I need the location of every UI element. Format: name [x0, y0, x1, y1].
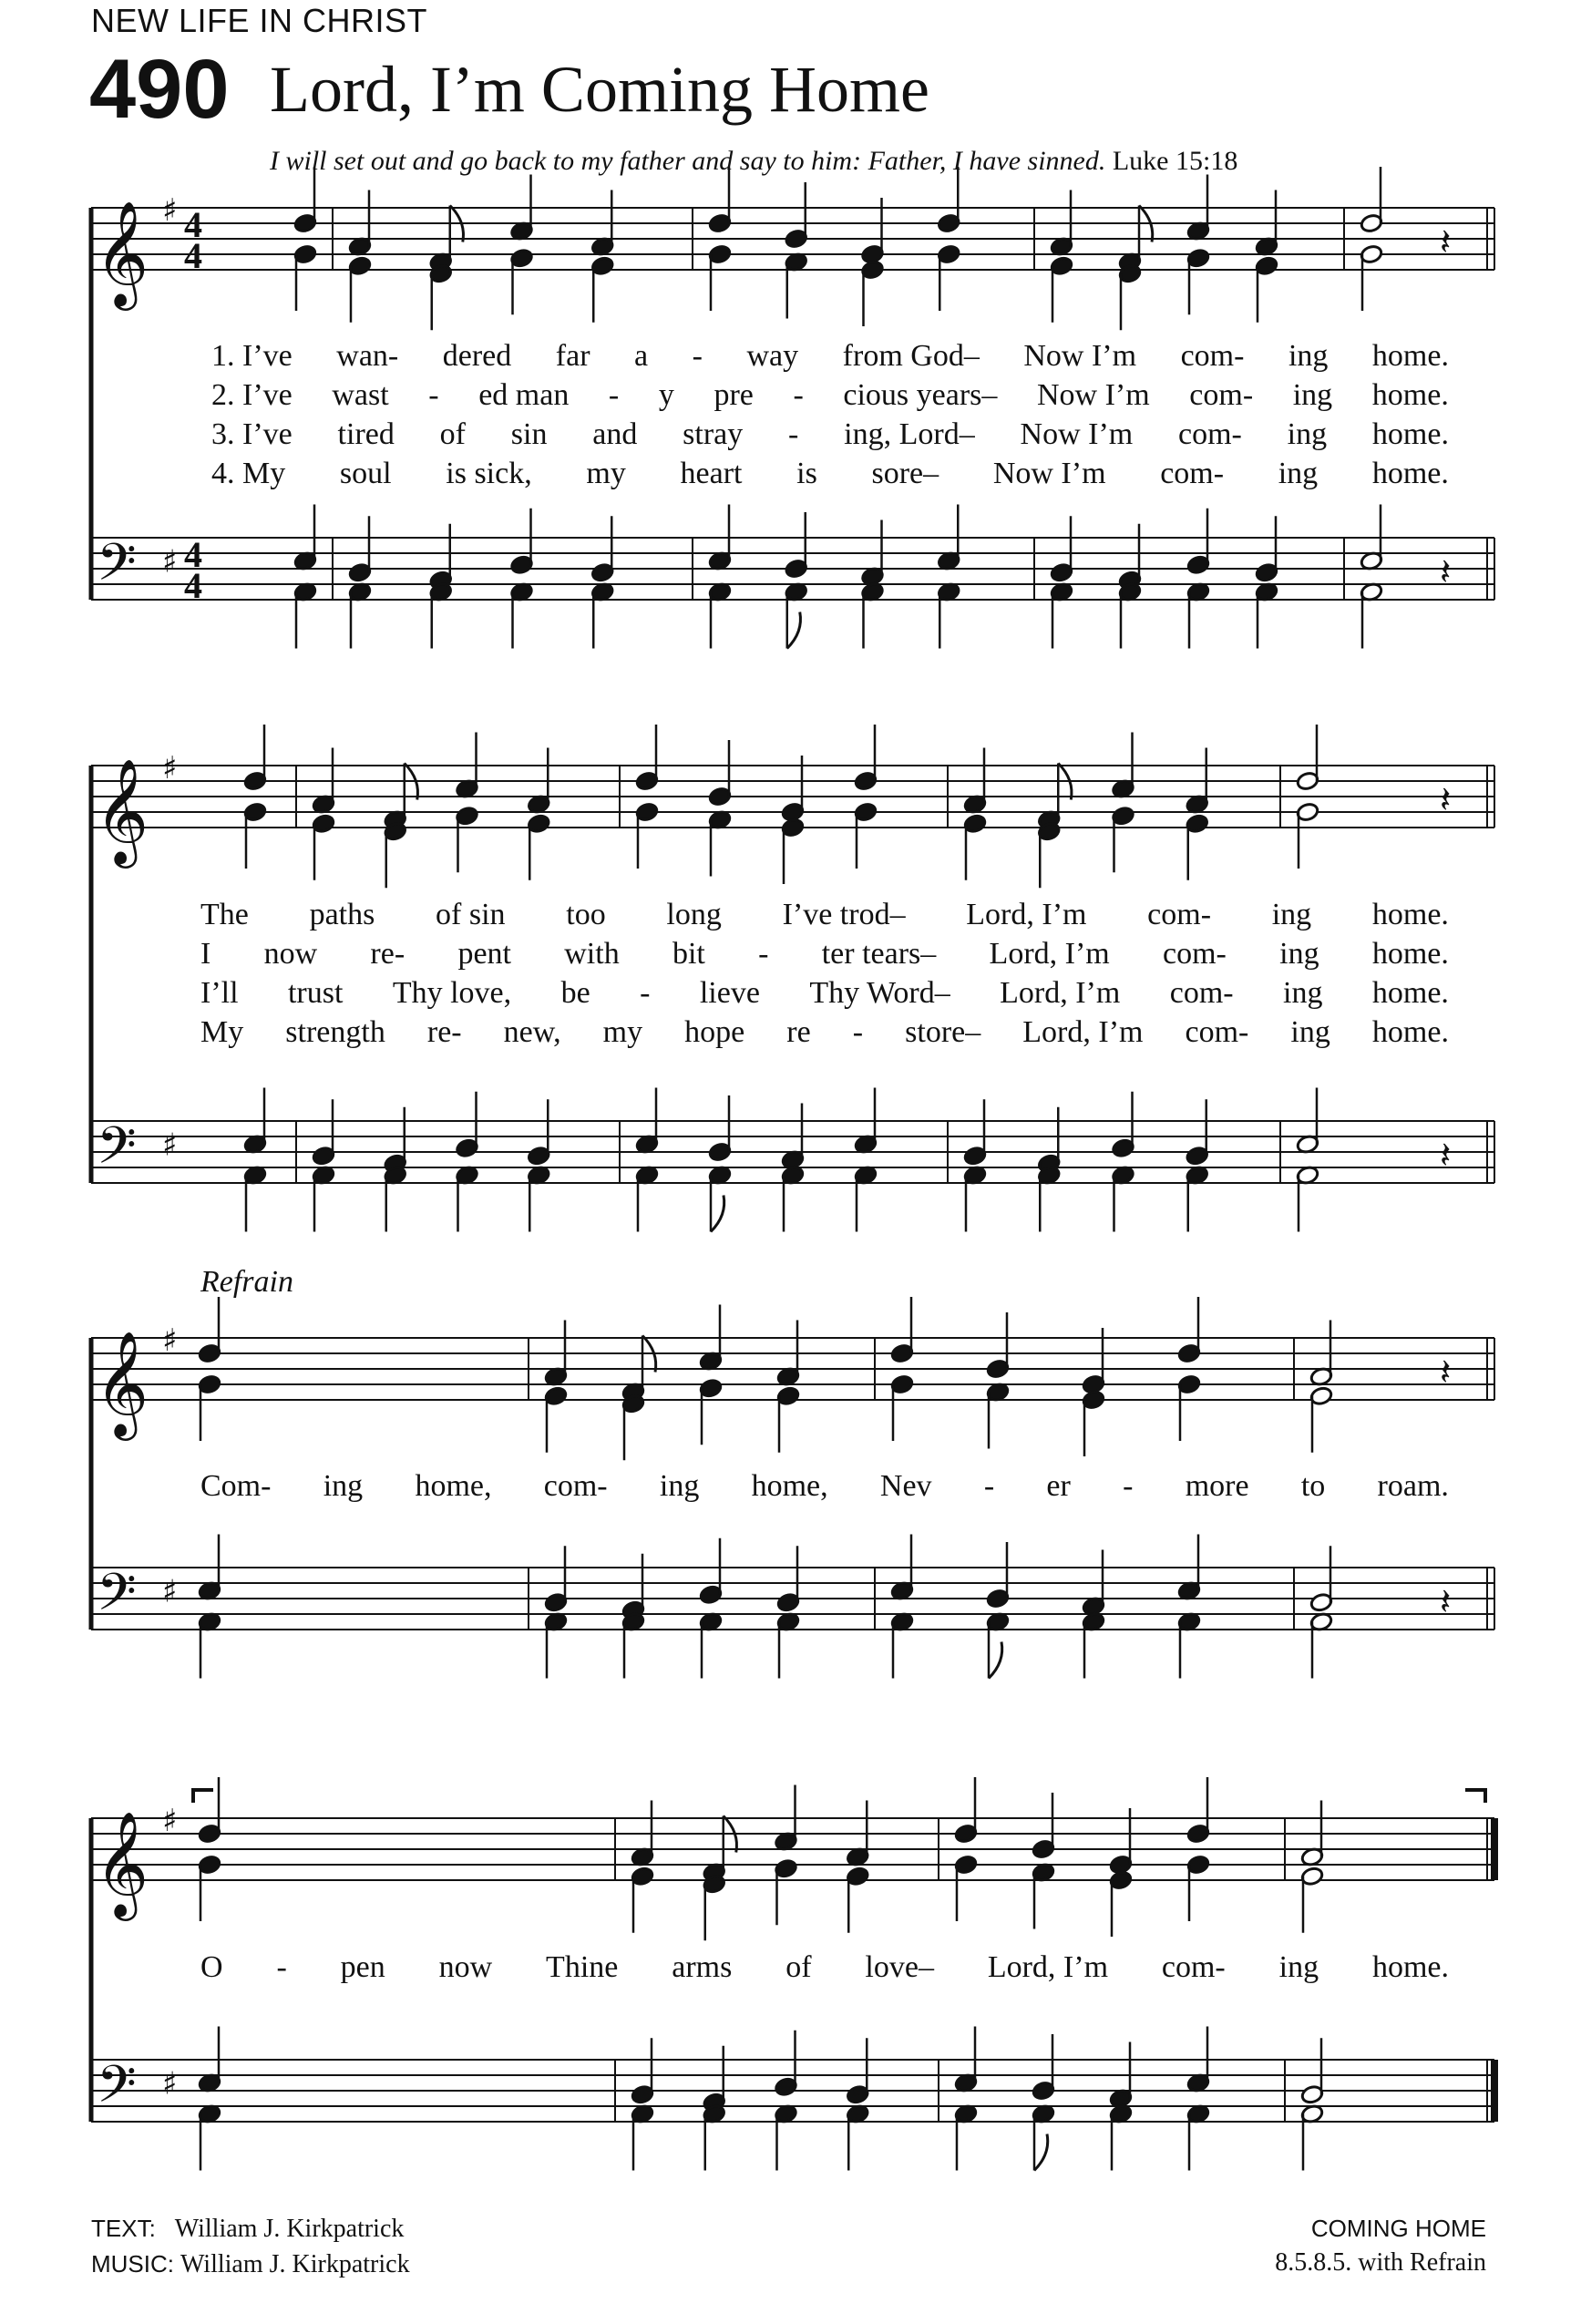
lyric-syllable: home. [1371, 457, 1449, 490]
bass-clef-icon: 𝄢 [97, 2055, 137, 2127]
lyric-syllable: from God– [842, 339, 980, 373]
lyric-syllable: com- [1180, 339, 1245, 373]
lyric-syllable: Thy love, [392, 976, 512, 1010]
lyric-syllable: to [1300, 1469, 1326, 1503]
lyric-syllable: love– [865, 1950, 934, 1984]
lyric-syllable: home. [1371, 417, 1449, 451]
lyric-syllable: home. [1371, 1950, 1449, 1984]
lyric-syllable: com- [1147, 898, 1212, 931]
lyric-syllable: pen [340, 1950, 385, 1984]
lyric-syllable: ing [1278, 1950, 1319, 1984]
lyric-syllable: O [200, 1950, 223, 1984]
quarter-rest-icon: 𝄽 [1440, 551, 1452, 593]
lyric-syllable: home, [415, 1469, 492, 1503]
lyric-syllable: hope [684, 1015, 745, 1049]
lyric-syllable: - [852, 1015, 864, 1049]
lyric-syllable: com- [1163, 937, 1227, 971]
lyric-syllable: lieve [699, 976, 760, 1010]
lyric-line [200, 1469, 1449, 1504]
lyric-syllable: of sin [436, 898, 506, 931]
meter: 8.5.8.5. with Refrain [1275, 2248, 1486, 2277]
lyric-syllable: sore– [871, 457, 939, 490]
lyric-syllable: Thy Word– [809, 976, 950, 1010]
lyric-syllable: Now I’m [1036, 378, 1150, 412]
lyric-syllable: my [586, 457, 626, 490]
lyric-syllable: arms [672, 1950, 733, 1984]
time-signature-bottom: 4 [184, 565, 202, 606]
lyric-line [200, 1015, 1449, 1050]
lyric-syllable: now [438, 1950, 493, 1984]
lyric-syllable: Lord, I’m [987, 1950, 1109, 1984]
lyric-line [200, 1950, 1449, 1985]
key-signature-sharp: ♯ [162, 2065, 178, 2103]
lyric-syllable: Lord, I’m [989, 937, 1110, 971]
lyric-syllable: cious years– [843, 378, 998, 412]
bass-clef-icon: 𝄢 [97, 1116, 137, 1188]
lyric-syllable: Lord, I’m [1022, 1015, 1144, 1049]
key-signature-sharp: ♯ [162, 543, 178, 581]
lyric-syllable: I [200, 937, 211, 971]
lyric-syllable: of [785, 1950, 812, 1984]
lyric-syllable: ing [1283, 976, 1323, 1010]
lyric-syllable: - [758, 937, 769, 971]
lyric-syllable: - [788, 417, 799, 451]
treble-clef-icon: 𝄞 [95, 1810, 149, 1917]
lyric-line [211, 378, 1449, 413]
lyric-syllable: Now I’m [992, 457, 1106, 490]
lyric-syllable: com- [1189, 378, 1254, 412]
lyric-syllable: home. [1371, 1015, 1449, 1049]
lyric-syllable: pre [714, 378, 754, 412]
bass-clef-icon: 𝄢 [97, 1563, 137, 1635]
quarter-rest-icon: 𝄽 [1440, 1135, 1452, 1177]
lyric-syllable: Lord, I’m [1000, 976, 1121, 1010]
lyric-syllable: re- [426, 1015, 462, 1049]
time-signature-bottom: 4 [184, 235, 202, 276]
lyric-syllable: ing [1287, 417, 1328, 451]
lyric-syllable: ing, Lord– [844, 417, 975, 451]
lyric-syllable: home. [1371, 378, 1449, 412]
time-signature-top: 4 [184, 534, 202, 575]
lyric-syllable: ing [1278, 457, 1319, 490]
quarter-rest-icon: 𝄽 [1440, 1352, 1452, 1393]
lyric-syllable: ter tears– [821, 937, 937, 971]
lyric-syllable: is [796, 457, 817, 490]
note-flag [1034, 2134, 1048, 2171]
lyric-syllable: ed man [478, 378, 570, 412]
key-signature-sharp: ♯ [162, 750, 178, 787]
lyric-syllable: 1. I’ve [211, 339, 293, 373]
lyric-syllable: - [692, 339, 703, 373]
repeat-bracket-end [1465, 1790, 1485, 1803]
hymn-title: Lord, I’m Coming Home [270, 53, 929, 126]
music-credit-label: MUSIC: [91, 2250, 174, 2278]
lyric-syllable: Nev [879, 1469, 932, 1503]
lyric-syllable: ing [323, 1469, 364, 1503]
lyric-syllable: a [634, 339, 649, 373]
lyric-syllable: trust [287, 976, 344, 1010]
note-flag [787, 612, 801, 649]
lyric-syllable: com- [543, 1469, 608, 1503]
lyric-line [211, 457, 1449, 491]
music-credit-author: William J. Kirkpatrick [180, 2250, 410, 2278]
lyric-syllable: ing [1271, 898, 1312, 931]
lyric-syllable: long [666, 898, 722, 931]
lyric-line [200, 937, 1449, 972]
hymn-number: 490 [89, 43, 230, 136]
lyric-syllable: com- [1185, 1015, 1249, 1049]
text-credit-author: William J. Kirkpatrick [174, 2215, 405, 2243]
note-flag [989, 1642, 1002, 1679]
lyric-syllable: of [439, 417, 466, 451]
lyric-syllable: 4. My [211, 457, 286, 490]
lyric-syllable: I’ve trod– [782, 898, 906, 931]
lyric-syllable: home. [1371, 339, 1449, 373]
key-signature-sharp: ♯ [162, 1573, 178, 1610]
treble-clef-icon: 𝄞 [95, 200, 149, 306]
key-signature-sharp: ♯ [162, 1803, 178, 1839]
credits [91, 2211, 410, 2282]
lyric-syllable: re [786, 1015, 811, 1049]
lyric-syllable: store– [905, 1015, 981, 1049]
lyric-syllable: my [602, 1015, 643, 1049]
lyric-syllable: - [1123, 1469, 1134, 1503]
lyric-syllable: - [793, 378, 804, 412]
treble-clef-icon: 𝄞 [95, 757, 149, 864]
lyric-syllable: My [200, 1015, 244, 1049]
key-signature-sharp: ♯ [162, 192, 178, 229]
lyric-syllable: - [983, 1469, 995, 1503]
lyric-syllable: roam. [1377, 1469, 1449, 1503]
lyric-syllable: - [608, 378, 620, 412]
lyric-syllable: Now I’m [1023, 339, 1137, 373]
lyric-syllable: Com- [200, 1469, 272, 1503]
lyric-syllable: - [276, 1950, 287, 1984]
lyric-syllable: 3. I’ve [211, 417, 293, 451]
lyric-syllable: ing [659, 1469, 700, 1503]
lyric-syllable: tired [337, 417, 395, 451]
lyric-syllable: is sick, [446, 457, 532, 490]
tune-name: COMING HOME [1310, 2215, 1486, 2242]
lyric-syllable: wan- [336, 339, 399, 373]
lyric-syllable: and [592, 417, 638, 451]
text-credit-label: TEXT: [91, 2215, 156, 2242]
lyric-syllable: with [564, 937, 620, 971]
lyric-syllable: bit [672, 937, 705, 971]
lyric-syllable: com- [1169, 976, 1234, 1010]
section-label: NEW LIFE IN CHRIST [91, 2, 428, 39]
lyric-syllable: ing [1288, 339, 1329, 373]
lyric-syllable: way [746, 339, 799, 373]
lyric-syllable: ing [1279, 937, 1319, 971]
lyric-line [211, 417, 1449, 452]
lyric-line [211, 339, 1449, 374]
bass-clef-icon: 𝄢 [97, 533, 137, 605]
lyric-syllable: more [1185, 1469, 1249, 1503]
lyric-syllable: home. [1371, 898, 1449, 931]
quarter-rest-icon: 𝄽 [1440, 221, 1452, 263]
lyric-syllable: dered [442, 339, 512, 373]
time-signature-top: 4 [184, 204, 202, 245]
lyric-syllable: home. [1371, 976, 1449, 1010]
lyric-syllable: far [555, 339, 590, 373]
tune-info [1275, 2211, 1486, 2280]
lyric-syllable: new, [503, 1015, 561, 1049]
lyric-syllable: - [428, 378, 439, 412]
lyric-syllable: strength [285, 1015, 385, 1049]
lyric-line [200, 898, 1449, 932]
lyric-syllable: - [640, 976, 651, 1010]
epigraph-reference: Luke 15:18 [1112, 146, 1238, 176]
lyric-syllable: ing [1290, 1015, 1330, 1049]
note-flag [711, 1196, 724, 1232]
lyric-syllable: Thine [546, 1950, 619, 1984]
quarter-rest-icon: 𝄽 [1440, 1581, 1452, 1623]
lyric-line [200, 976, 1449, 1011]
lyric-syllable: 2. I’ve [211, 378, 293, 412]
quarter-rest-icon: 𝄽 [1440, 779, 1452, 821]
lyric-syllable: sin [510, 417, 548, 451]
lyric-syllable: com- [1178, 417, 1242, 451]
key-signature-sharp: ♯ [162, 1126, 178, 1164]
lyric-syllable: home. [1371, 937, 1449, 971]
lyric-syllable: I’ll [200, 976, 239, 1010]
lyric-syllable: Lord, I’m [966, 898, 1087, 931]
lyric-syllable: y [658, 378, 674, 412]
repeat-bracket-start [193, 1790, 213, 1803]
lyric-syllable: com- [1161, 1950, 1226, 1984]
lyric-syllable: The [200, 898, 249, 931]
lyric-syllable: too [566, 898, 606, 931]
lyric-syllable: re- [370, 937, 406, 971]
lyric-syllable: Now I’m [1020, 417, 1134, 451]
lyric-syllable: paths [309, 898, 375, 931]
lyric-syllable: wast [332, 378, 389, 412]
lyric-syllable: pent [457, 937, 511, 971]
treble-clef-icon: 𝄞 [95, 1330, 149, 1436]
lyric-syllable: er [1046, 1469, 1071, 1503]
epigraph-text: I will set out and go back to my father and say to him: Father, I have sinned. [270, 146, 1106, 176]
lyric-syllable: soul [339, 457, 392, 490]
lyric-syllable: com- [1160, 457, 1225, 490]
lyric-syllable: stray [683, 417, 744, 451]
lyric-syllable: heart [680, 457, 743, 490]
lyric-syllable: home, [751, 1469, 828, 1503]
lyric-syllable: be [560, 976, 590, 1010]
refrain-label: Refrain [200, 1265, 293, 1299]
key-signature-sharp: ♯ [162, 1322, 178, 1359]
lyric-syllable: now [263, 937, 318, 971]
lyric-syllable: ing [1292, 378, 1333, 412]
